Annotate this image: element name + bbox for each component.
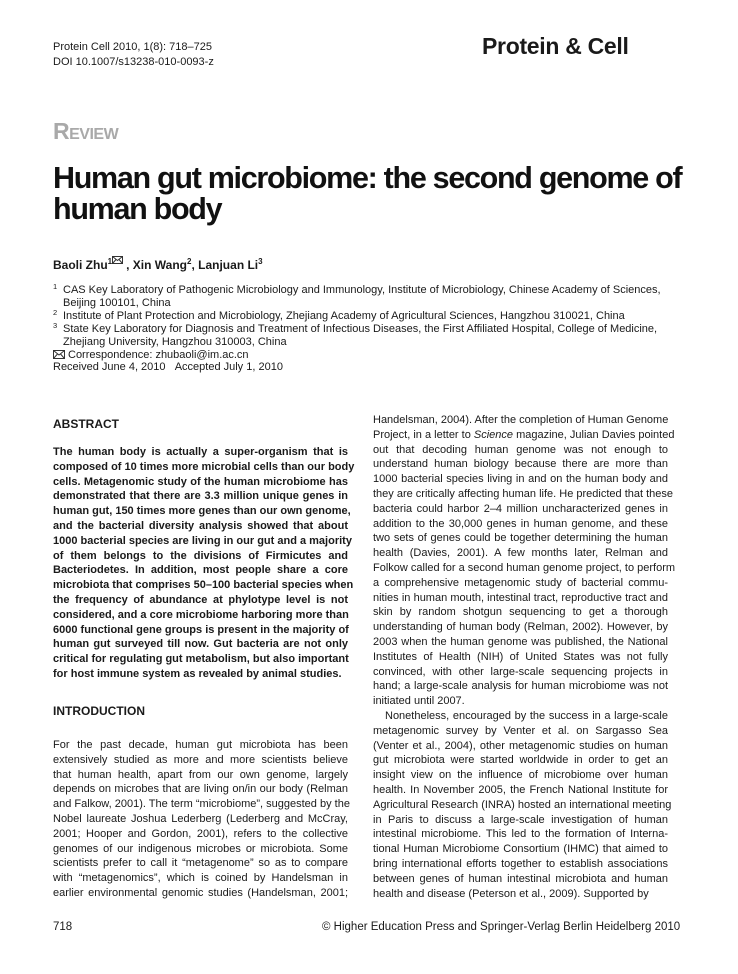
article-type: Review <box>53 118 119 144</box>
introduction-body-left <box>53 738 348 901</box>
copyright: © Higher Education Press and Springer-Verlag Berlin Heidelberg 2010 <box>322 921 681 933</box>
accepted-date: Accepted July 1, 2010 <box>174 361 283 374</box>
text-line: nities in human mouth, intestinal tract, reproductive tract and <box>373 591 668 604</box>
text-line: health and disease (Peterson et al., 2009). Supported by <box>373 887 649 900</box>
text-line: 1000 bacterial species living in and on the human body and <box>373 473 668 486</box>
text-segment: magazine, Julian Davies pointed <box>513 428 675 441</box>
affiliation <box>53 320 673 349</box>
text-line: The human body is actually a super-organism that is <box>53 446 348 458</box>
author-affiliation: 3 <box>258 257 263 266</box>
affiliation <box>53 284 673 310</box>
italic-text: Science <box>473 428 514 441</box>
received-date: Received June 4, 2010 <box>53 361 166 374</box>
affiliation-line: Institute of Plant Protection and Microbiology, Zhejiang Academy of Agricultural Sciences, Hangzhou 310021, China <box>63 309 625 322</box>
text-line: hand; a large-scale analysis for human microbiome was not <box>373 680 668 693</box>
text-line: understand human biology because there are more than <box>373 458 668 471</box>
text-line: understanding of human body (Relman, 2002). However, by <box>373 621 668 634</box>
text-line: health. In November 2005, the French National Institute for <box>373 783 668 796</box>
page-number: 718 <box>53 921 73 933</box>
text-line: insight view on the influence of microbiome over human <box>373 769 668 782</box>
text-line: metagenomic survey by Venter et al. on Sargasso Sea <box>373 724 668 737</box>
text-line: earlier environmental genomic studies (Handelsman, 2001; <box>53 886 348 899</box>
author-affiliation: 2 <box>187 257 192 266</box>
text-line: bacteria could harbor 2–4 million uncharacterized genes in <box>373 502 668 515</box>
text-line: intestinal microbiome. This led to the formation of Interna- <box>373 828 668 841</box>
text-line: convinced, with other large-scale sequencing projects in <box>373 665 668 678</box>
text-line: extensively studied as more and more scientists believe <box>53 753 348 766</box>
text-line: depends on microbes that are living on/in our body (Relman <box>53 783 348 796</box>
author-affiliation: 1 <box>107 257 113 266</box>
text-line: Nonetheless, encouraged by the success in a large-scale <box>385 709 668 722</box>
affiliation-number: 2 <box>53 307 58 317</box>
author-list: Baoli Zhu$^1$ , Xin Wang$^2$, Lanjuan Li$^3$ <box>53 257 263 272</box>
text-line: cells. Metagenomic study of the human microbiome has <box>53 475 348 488</box>
text-line: gut microbiota were started worldwide in order to get an <box>373 754 668 767</box>
text-line: demonstrated that there are 3.3 million unique genes in <box>53 490 348 503</box>
text-line: the frequency of abundance at phylotype level is not <box>53 593 348 606</box>
text-line: addition to the 30,000 genes in human genome, and these <box>373 517 668 530</box>
text-line: Institutes of Health (NIH) of United States was not fully <box>373 650 668 663</box>
text-line: with “metagenomics”, which is coined by Handelsman in <box>53 872 348 885</box>
abstract-heading: ABSTRACT <box>53 417 119 431</box>
text-line: 1000 bacterial species are living in our gut and a majority <box>53 534 352 547</box>
affiliation <box>53 307 673 323</box>
introduction-heading: INTRODUCTION <box>53 704 145 718</box>
correspondence <box>53 349 673 362</box>
affiliation-number: 1 <box>53 282 58 291</box>
text-line: human gut, 150 times more genes than our own genome, <box>53 505 351 518</box>
text-line: in Paris to discuss a large-scale investigation of human <box>373 813 668 826</box>
text-line: composed of 10 times more microbial cells than our body <box>53 460 355 473</box>
envelope-icon <box>112 256 123 264</box>
author-name: Xin Wang <box>132 258 188 272</box>
article-title: Human gut microbiome: the second genome of human body <box>53 161 682 226</box>
text-line: health (Davies, 2001). A few months later, Relman and <box>373 547 668 560</box>
text-line: microbiota that comprises 50–100 bacterial species when <box>53 579 354 592</box>
affiliation-line: State Key Laboratory for Diagnosis and Treatment of Infectious Diseases, the First Affiliated Hospital, College of Medicine, <box>63 322 658 335</box>
text-line: and the bacterial diversity analysis showed that about <box>53 519 348 532</box>
text-line: Handelsman, 2004). After the completion of Human Genome <box>373 414 669 426</box>
affiliation-number: 3 <box>53 320 58 330</box>
text-line: 2003 when the human genome was published, the National <box>373 635 668 648</box>
author-name: Baoli Zhu <box>53 258 108 272</box>
text-line: tional Human Microbiome Consortium (IHMC) that aimed to <box>373 843 668 856</box>
text-line: critical for regulating gut metabolism, but also important <box>53 653 349 666</box>
envelope-icon <box>53 350 65 359</box>
text-line: (Venter et al., 2004), other metagenomic studies on human <box>373 739 668 752</box>
affiliations <box>53 284 673 374</box>
dates <box>53 361 673 374</box>
text-line: considered, and a core microbiome harboring more than <box>53 608 349 621</box>
affiliation-line: Zhejiang University, Hangzhou 310003, China <box>63 335 287 348</box>
text-line: out that decoding human genome was not enough to <box>373 443 668 456</box>
introduction-body-right <box>373 413 676 901</box>
text-line: human gut surveyed till now. Gut bacteria are not only <box>53 638 348 651</box>
affiliation-line: CAS Key Laboratory of Pathogenic Microbiology and Immunology, Institute of Microbiology, Chinese Academy of Sciences, <box>63 284 661 296</box>
text-segment: Project, in a letter to <box>373 428 474 441</box>
text-line: Agricultural Research (INRA) hosted an international meeting <box>373 798 672 811</box>
text-line: they are critically affecting human life. He predicted that these <box>373 487 674 500</box>
correspondence-email[interactable]: Correspondence: zhubaoli@im.ac.cn <box>68 348 249 361</box>
text-line: skin by random shotgun sequencing to get a thorough <box>373 606 668 619</box>
text-line: two sets of genes could be together determining the human <box>373 532 668 545</box>
text-line: genomes of our indigenous microbes or microbiota. Some <box>53 842 348 855</box>
text-line: For the past decade, human gut microbiota has been <box>53 739 348 751</box>
text-line: and Falkow, 2001). The term “microbiome”, suggested by the <box>53 798 350 811</box>
text-line: initiated until 2007. <box>373 695 465 708</box>
text-line <box>373 428 675 443</box>
citation: Protein Cell 2010, 1(8): 718–725 <box>53 41 212 53</box>
text-line: scientists prefer to call it “metagenome” so as to compare <box>53 857 348 870</box>
text-line: Nobel laureate Joshua Lederberg (Lederberg and McCray, <box>53 812 348 825</box>
abstract-body <box>53 445 355 682</box>
text-line: between genes of human intestinal microbiota and human <box>373 872 668 885</box>
journal-name: Protein & Cell <box>482 33 629 59</box>
text-line: 2001; Hooper and Gordon, 2001), refers to the collective <box>53 827 348 840</box>
text-line: Bacteriodetes. In addition, most people share a core <box>53 564 348 577</box>
text-line: that human health, apart from our own genome, largely <box>53 768 348 781</box>
text-line: of them belongs to the divisions of Firmicutes and <box>53 549 348 562</box>
text-line: a comprehensive metagenomic study of bacterial commu- <box>373 576 668 589</box>
text-line: Folkow called for a second human genome project, to perform <box>373 561 676 574</box>
text-line: bring international efforts together to establish associations <box>373 857 668 870</box>
affiliation-line: Beijing 100101, China <box>63 296 171 309</box>
doi: DOI 10.1007/s13238-010-0093-z <box>53 56 214 68</box>
text-line: 6000 functional gene groups is present in the majority of <box>53 623 349 636</box>
author-name: Lanjuan Li <box>198 258 259 272</box>
text-line: for host immune system as revealed by animal studies. <box>53 667 342 680</box>
